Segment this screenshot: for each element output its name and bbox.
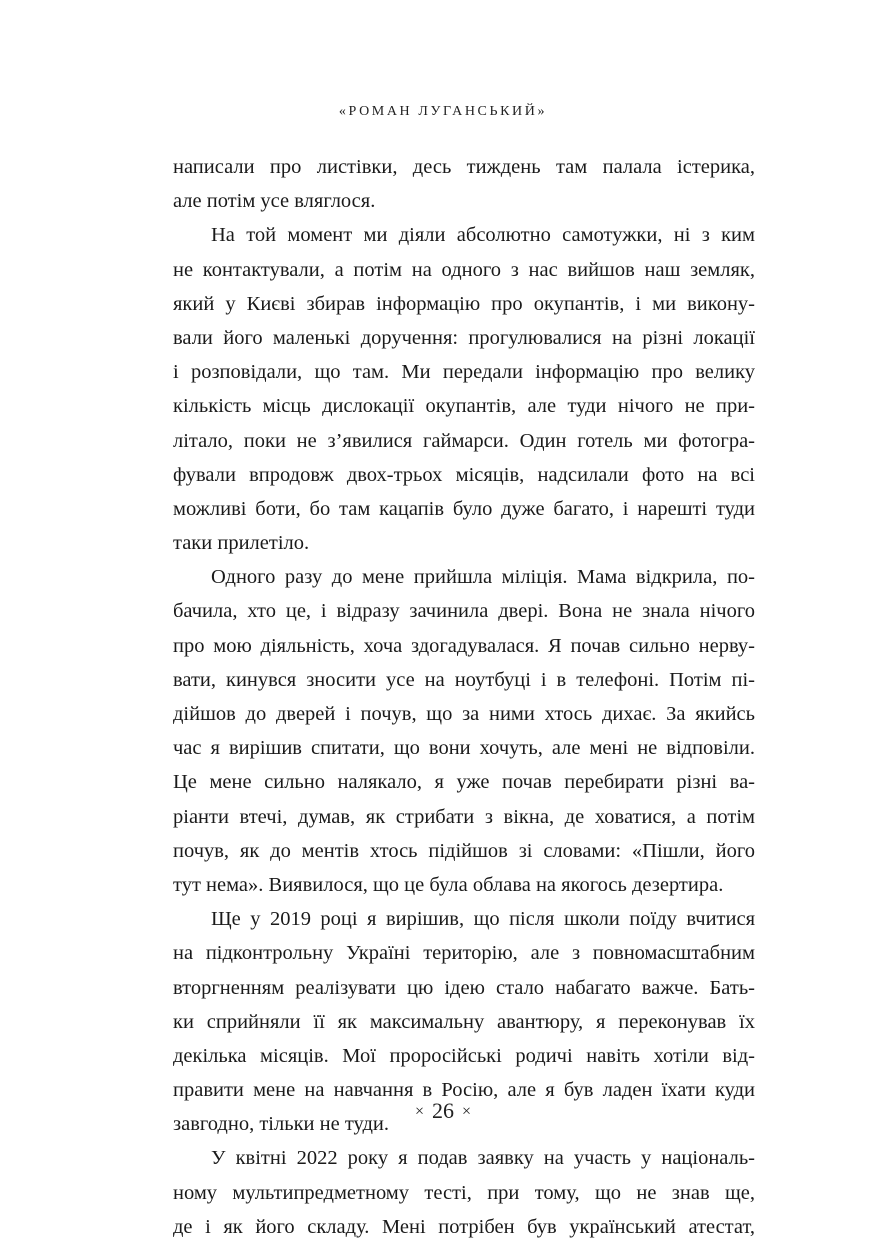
text-line: де і як його складу. Мені потрібен був український атестат,: [173, 1215, 755, 1238]
text-line: літало, поки не з’явилися гаймарси. Один готель ми фотогра-: [173, 429, 755, 452]
text-line: На той момент ми діяли абсолютно самотужки, ні з ким: [211, 224, 755, 247]
text-line: не контактували, а потім на одного з нас вийшов наш земляк,: [173, 258, 755, 281]
text-line: Це мене сильно налякало, я уже почав перебирати різні ва-: [173, 771, 755, 794]
text-line: правити мене на навчання в Росію, але я був ладен їхати куди: [173, 1079, 755, 1102]
folio-left-mark: ×: [414, 1103, 424, 1120]
running-head: «РОМАН ЛУГАНСЬКИЙ»: [338, 104, 548, 119]
text-line: можливі боти, бо там кацапів було дуже багато, і нарешті туди: [173, 497, 755, 520]
text-line: завгодно, тільки не туди.: [173, 1113, 389, 1136]
text-line: про мою діяльність, хоча здогадувалася. Я почав сильно нерву-: [173, 634, 755, 657]
text-line: на підконтрольну Україні територію, але з повномасштабним: [173, 942, 755, 965]
text-line: час я вирішив спитати, що вони хочуть, але мені не відповіли.: [173, 737, 755, 760]
text-line: декілька місяців. Мої проросійські родичі навіть хотіли від-: [173, 1044, 755, 1067]
text-line: вторгненням реалізувати цю ідею стало набагато важче. Бать-: [173, 976, 755, 999]
text-line: ному мультипредметному тесті, при тому, що не знав ще,: [173, 1181, 755, 1204]
text-line: вали його маленькі доручення: прогулювалися на різні локації: [173, 326, 755, 349]
text-line: таки прилетіло.: [173, 532, 310, 555]
text-line: бачила, хто це, і відразу зачинила двері. Вона не знала нічого: [173, 600, 755, 623]
text-line: і розповідали, що там. Ми передали інформацію про велику: [173, 361, 755, 384]
text-line: ки сприйняли її як максимальну авантюру, я переконував їх: [173, 1010, 755, 1033]
text-line: написали про листівки, десь тиждень там палала істерика,: [173, 156, 755, 178]
text-line: який у Києві збирав інформацію про окупантів, і ми викону-: [173, 292, 755, 315]
text-line: кількість місць дислокації окупантів, але туди нічого не при-: [173, 395, 755, 418]
page-number: 26: [432, 1098, 454, 1123]
text-line: Одного разу до мене прийшла міліція. Мама відкрила, по-: [211, 566, 755, 589]
text-line: У квітні 2022 року я подав заявку на участь у національ-: [211, 1147, 755, 1170]
body-text: [173, 150, 755, 1244]
text-line: тут нема». Виявилося, що це була облава на якогось дезертира.: [173, 873, 724, 896]
text-line: фували впродовж двох-трьох місяців, надсилали фото на всі: [173, 463, 755, 486]
text-line: ріанти втечі, думав, як стрибати з вікна, де ховатися, а потім: [173, 805, 755, 828]
text-line: дійшов до дверей і почув, що за ними хтось дихає. За якийсь: [173, 703, 755, 725]
text-line: Ще у 2019 році я вирішив, що після школи поїду вчитися: [211, 908, 755, 931]
text-line: але потім усе вляглося.: [173, 190, 376, 213]
page-folio: [0, 1098, 886, 1124]
folio-right-mark: ×: [462, 1103, 472, 1120]
text-line: вати, кинувся зносити усе на ноутбуці і в телефоні. Потім пі-: [173, 668, 755, 691]
text-line: почув, як до ментів хтось підійшов зі словами: «Пішли, його: [173, 839, 755, 862]
